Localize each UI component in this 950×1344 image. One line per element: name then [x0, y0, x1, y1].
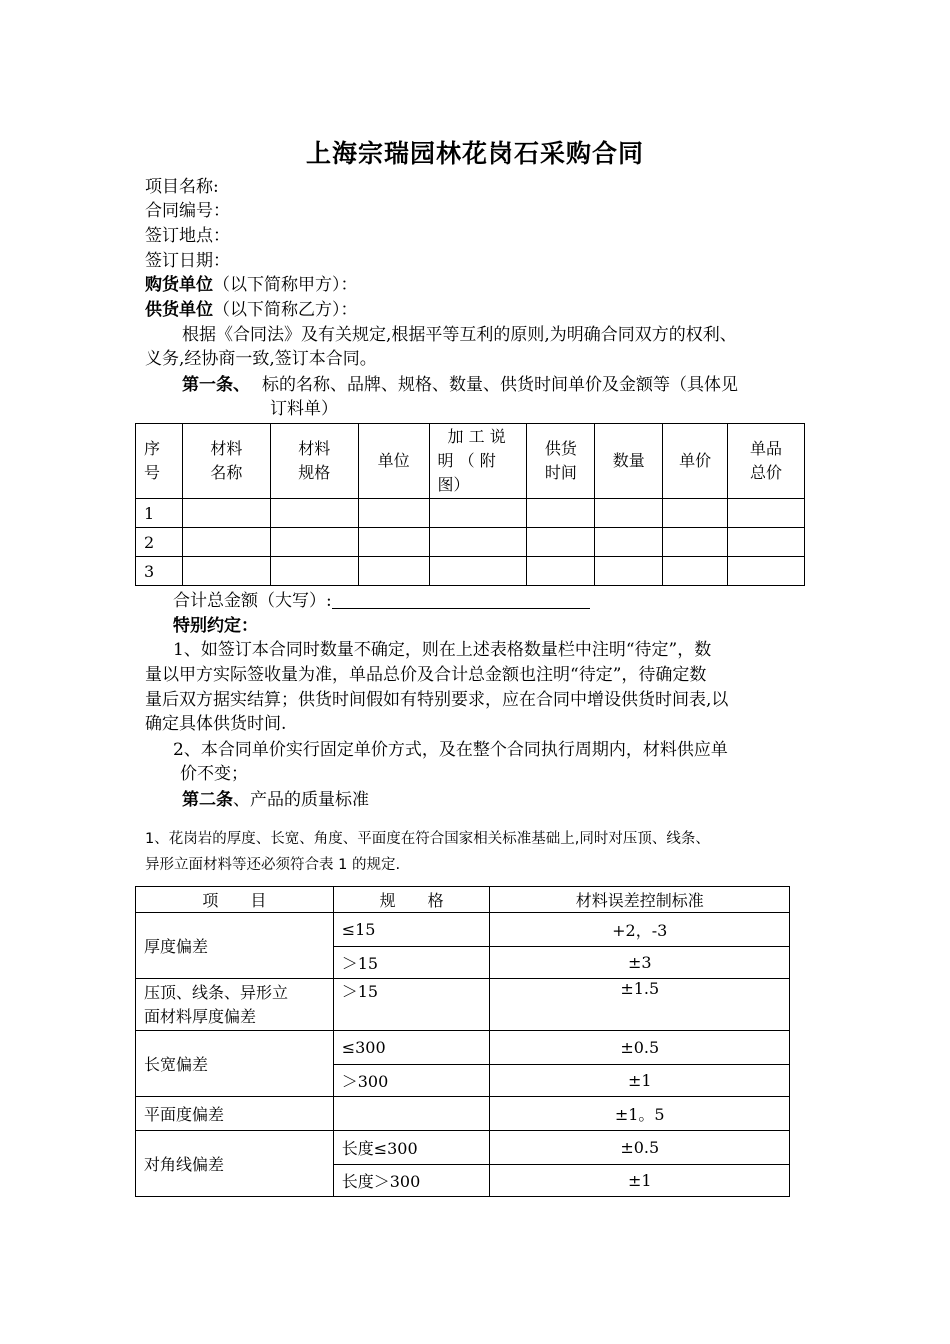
total-amount-line: [173, 589, 590, 613]
article-2-heading: [182, 788, 369, 812]
header-standard: 材料误差控制标准: [490, 887, 790, 913]
standard-cell: ±1: [490, 1065, 790, 1097]
row-number: 2: [136, 528, 183, 557]
special-item-1-line-2: 量以甲方实际签收量为准，单品总价及合计总金额也注明“待定”，待确定数: [145, 665, 707, 685]
supplier-field: [145, 298, 358, 322]
special-item-1-line-3: 量后双方据实结算；供货时间假如有特别要求，应在合同中增设供货时间表,以: [145, 690, 729, 710]
special-item-2-line-1: 2、本合同单价实行固定单价方式，及在整个合同执行周期内，材料供应单: [173, 740, 728, 760]
special-item-2-line-2: 价不变；: [180, 764, 248, 784]
spec-cell: ＞300: [333, 1065, 490, 1097]
article-2-text: 、产品的质量标准: [233, 790, 369, 810]
spec-cell: 长度＞300: [333, 1165, 490, 1197]
standard-cell: ±0.5: [490, 1031, 790, 1065]
special-item-1-line-4: 确定具体供货时间.: [145, 714, 287, 734]
table-row: [136, 1131, 790, 1165]
supplier-label: 供货单位: [145, 300, 213, 320]
header-material-spec: 材料 规格: [270, 424, 358, 499]
article-1-text: 标的名称、品牌、规格、数量、供货时间单价及金额等（具体见: [262, 375, 738, 395]
spec-cell: ＞15: [333, 979, 490, 1031]
spec-cell: 长度≤300: [333, 1131, 490, 1165]
row-number: 1: [136, 499, 183, 528]
total-amount-label: 合计总金额（大写）:: [173, 591, 332, 611]
header-unit-price: 单价: [663, 424, 728, 499]
supplier-suffix: （以下简称乙方）：: [213, 300, 358, 320]
table-row: [136, 979, 790, 1031]
article-1-line-2: 订料单）: [270, 399, 338, 419]
article-1-heading: [182, 373, 738, 397]
spec-cell: ＞15: [333, 947, 490, 979]
article-2-label: 第二条: [182, 790, 233, 810]
quality-table-header: [136, 887, 790, 913]
header-quantity: 数量: [595, 424, 663, 499]
standard-cell: ±1: [490, 1165, 790, 1197]
quality-note-line-2: 异形立面材料等还必须符合表 1 的规定.: [145, 857, 401, 873]
document-title: 上海宗瑞园林花岗石采购合同: [305, 139, 644, 168]
header-item-total: 单品 总价: [728, 424, 805, 499]
header-unit: 单位: [358, 424, 429, 499]
special-terms-label: 特别约定：: [173, 616, 258, 636]
flatness-label: 平面度偏差: [136, 1097, 334, 1131]
standard-cell: +2，-3: [490, 913, 790, 947]
table-row: [136, 1031, 790, 1065]
material-table-header: [136, 424, 805, 499]
contract-number-field: 合同编号：: [145, 201, 230, 221]
intro-line-1: 根据《合同法》及有关规定,根据平等互利的原则,为明确合同双方的权利、: [182, 325, 737, 345]
standard-cell: ±1.5: [490, 979, 790, 1031]
table-row: [136, 1097, 790, 1131]
sign-date-field: 签订日期：: [145, 251, 230, 271]
spec-cell: [333, 1097, 490, 1131]
standard-cell: ±0.5: [490, 1131, 790, 1165]
buyer-label: 购货单位: [145, 275, 213, 295]
material-table: [135, 423, 805, 586]
standard-cell: ±3: [490, 947, 790, 979]
header-material-name: 材料 名称: [182, 424, 270, 499]
table-row: [136, 557, 805, 586]
header-seq: 序 号: [136, 424, 183, 499]
special-item-1-line-1: 1、如签订本合同时数量不确定，则在上述表格数量栏中注明“待定”，数: [173, 640, 712, 660]
thickness-label: 厚度偏差: [136, 913, 334, 979]
diagonal-label: 对角线偏差: [136, 1131, 334, 1197]
header-spec: 规 格: [333, 887, 490, 913]
spec-cell: ≤15: [333, 913, 490, 947]
table-row: [136, 913, 790, 947]
table-row: [136, 528, 805, 557]
quality-note-line-1: 1、花岗岩的厚度、长宽、角度、平面度在符合国家相关标准基础上,同时对压顶、线条、: [145, 831, 710, 847]
project-name-field: 项目名称:: [145, 177, 219, 197]
header-processing: 加 工 说 明 （ 附 图）: [429, 424, 527, 499]
buyer-suffix: （以下简称甲方）：: [213, 275, 358, 295]
spec-cell: ≤300: [333, 1031, 490, 1065]
article-1-label: 第一条、: [182, 375, 250, 395]
standard-cell: ±1。5: [490, 1097, 790, 1131]
length-label: 长宽偏差: [136, 1031, 334, 1097]
header-item: 项 目: [136, 887, 334, 913]
coping-label: 压顶、线条、异形立 面材料厚度偏差: [136, 979, 334, 1031]
total-amount-blank: [332, 590, 590, 609]
buyer-field: [145, 273, 358, 297]
intro-line-2: 义务,经协商一致,签订本合同。: [145, 349, 377, 369]
row-number: 3: [136, 557, 183, 586]
sign-place-field: 签订地点：: [145, 226, 230, 246]
quality-standard-table: [135, 886, 790, 1197]
header-supply-time: 供货 时间: [527, 424, 595, 499]
table-row: [136, 499, 805, 528]
